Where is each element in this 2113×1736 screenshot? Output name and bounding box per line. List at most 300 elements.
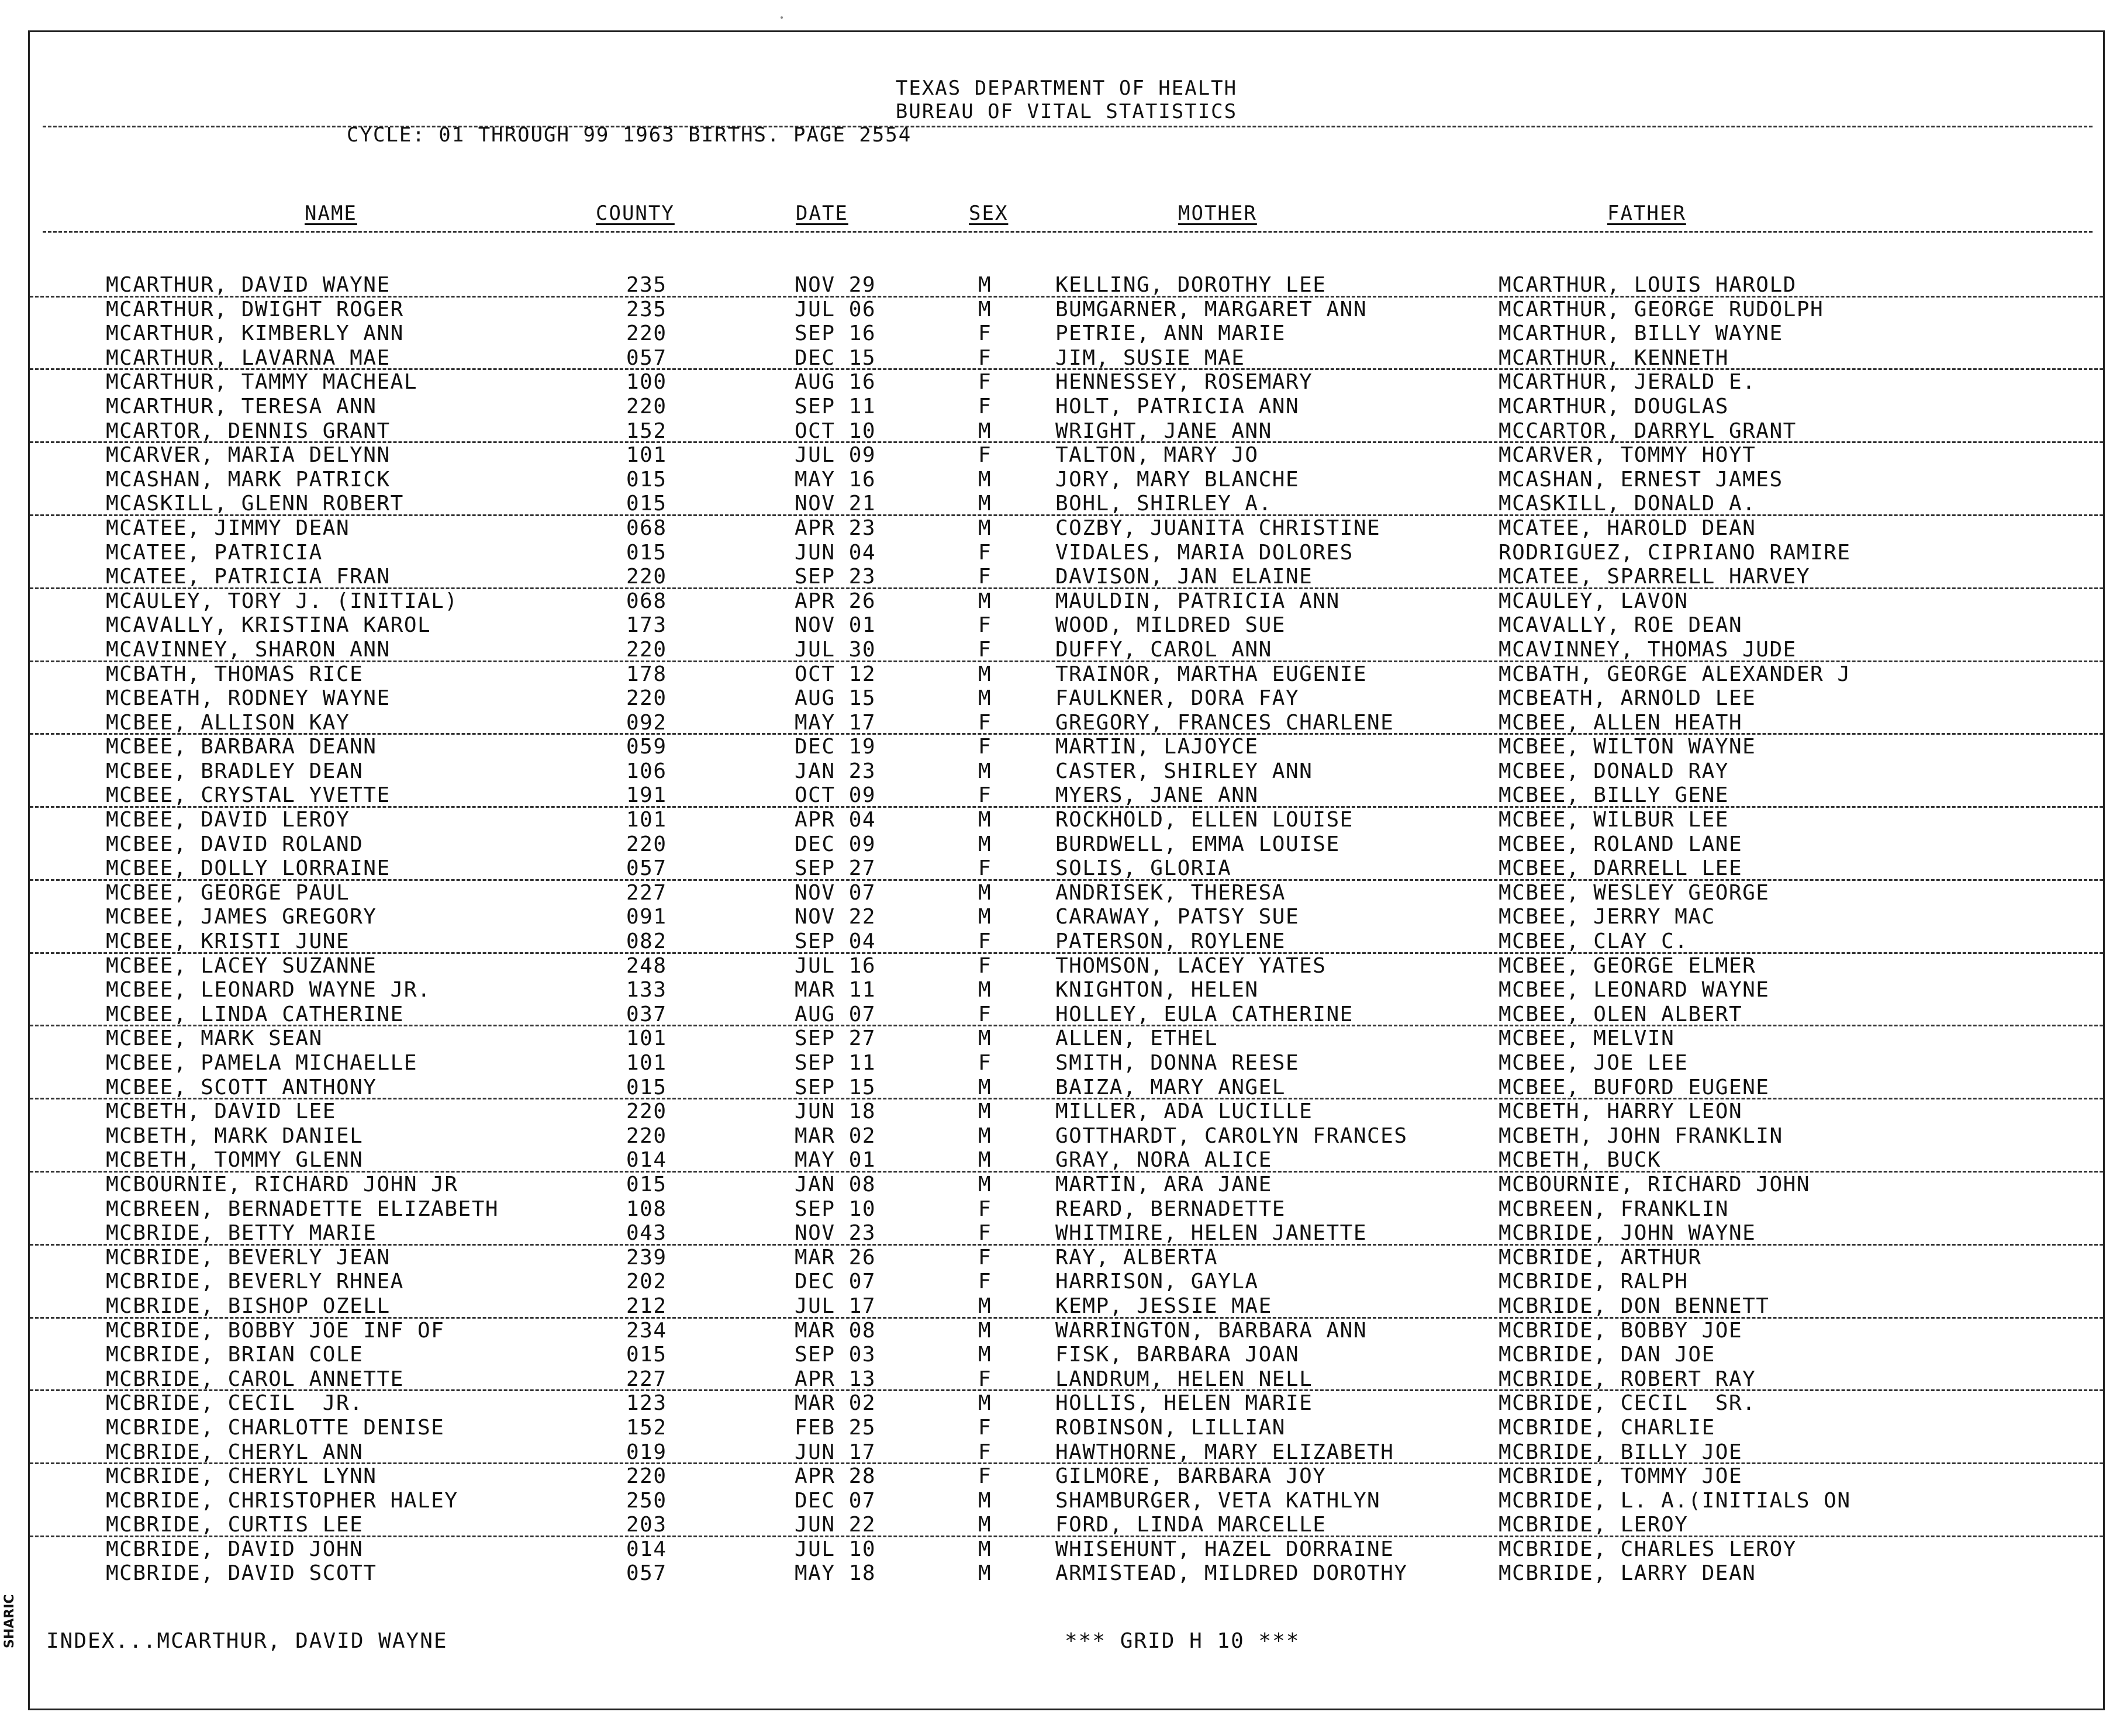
record-father: MCBRIDE, DON BENNETT — [1499, 1294, 1770, 1318]
record-date: NOV 21 — [795, 492, 876, 516]
record-county: 220 — [626, 1099, 667, 1124]
record-row — [30, 1221, 2103, 1246]
record-date: SEP 27 — [795, 1026, 876, 1051]
record-father: MCBETH, HARRY LEON — [1499, 1099, 1743, 1124]
record-county: 092 — [626, 710, 667, 735]
record-sex: M — [978, 662, 992, 686]
record-row — [30, 1124, 2103, 1149]
record-sex: M — [978, 832, 992, 856]
record-county: 220 — [626, 565, 667, 589]
record-father: MCBRIDE, LARRY DEAN — [1499, 1561, 1756, 1586]
record-row — [30, 298, 2103, 322]
record-county: 101 — [626, 1051, 667, 1075]
record-name: MCBRIDE, CHARLOTTE DENISE — [106, 1415, 445, 1440]
record-date: OCT 10 — [795, 419, 876, 443]
record-frame — [28, 30, 2105, 1710]
record-row — [30, 735, 2103, 759]
record-row — [30, 1513, 2103, 1537]
record-name: MCBEE, JAMES GREGORY — [106, 905, 377, 929]
record-date: SEP 03 — [795, 1343, 876, 1367]
record-county: 015 — [626, 1075, 667, 1099]
record-mother: WRIGHT, JANE ANN — [1055, 419, 1272, 443]
record-date: JUN 22 — [795, 1513, 876, 1537]
record-sex: F — [978, 1270, 992, 1294]
record-date: NOV 22 — [795, 905, 876, 929]
record-father: MCBOURNIE, RICHARD JOHN — [1499, 1172, 1810, 1196]
record-row — [30, 662, 2103, 687]
record-father: MCBEE, GEORGE ELMER — [1499, 953, 1756, 978]
record-name: MCBETH, DAVID LEE — [106, 1099, 336, 1124]
record-name: MCBEE, GEORGE PAUL — [106, 880, 350, 905]
record-sex: F — [978, 1221, 992, 1246]
record-county: 178 — [626, 662, 667, 686]
record-date: SEP 23 — [795, 565, 876, 589]
record-mother: JIM, SUSIE MAE — [1055, 345, 1245, 370]
record-row — [30, 783, 2103, 808]
index-label: INDEX...MCARTHUR, DAVID WAYNE — [46, 1629, 448, 1653]
record-county: 068 — [626, 589, 667, 613]
record-father: MCARTHUR, LOUIS HAROLD — [1499, 273, 1797, 297]
record-name: MCARTOR, DENNIS GRANT — [106, 419, 391, 443]
record-name: MCBEE, DAVID LEROY — [106, 808, 350, 832]
record-mother: PATERSON, ROYLENE — [1055, 929, 1286, 954]
record-sex: M — [978, 880, 992, 905]
record-mother: DAVISON, JAN ELAINE — [1055, 565, 1313, 589]
side-label: SHARIC — [2, 1594, 17, 1648]
record-date: APR 26 — [795, 589, 876, 613]
record-father: MCBRIDE, BOBBY JOE — [1499, 1318, 1743, 1343]
record-sex: M — [978, 1537, 992, 1561]
record-mother: CASTER, SHIRLEY ANN — [1055, 759, 1313, 783]
record-county: 101 — [626, 1026, 667, 1051]
record-county: 235 — [626, 297, 667, 321]
record-mother: MILLER, ADA LUCILLE — [1055, 1099, 1313, 1124]
record-date: MAY 16 — [795, 467, 876, 492]
column-header-date: DATE — [796, 202, 848, 225]
record-sex: F — [978, 710, 992, 735]
record-name: MCAVINNEY, SHARON ANN — [106, 637, 391, 662]
record-name: MCBEE, LINDA CATHERINE — [106, 1002, 404, 1026]
record-mother: TALTON, MARY JO — [1055, 443, 1259, 468]
record-name: MCBRIDE, DAVID JOHN — [106, 1537, 364, 1561]
record-name: MCARTHUR, LAVARNA MAE — [106, 345, 391, 370]
record-name: MCATEE, JIMMY DEAN — [106, 516, 350, 540]
column-header-county: COUNTY — [596, 202, 675, 225]
record-sex: M — [978, 1343, 992, 1367]
record-sex: M — [978, 759, 992, 783]
record-date: MAY 01 — [795, 1148, 876, 1173]
record-mother: VIDALES, MARIA DOLORES — [1055, 540, 1354, 565]
record-county: 059 — [626, 735, 667, 759]
record-row — [30, 1026, 2103, 1051]
record-name: MCBETH, MARK DANIEL — [106, 1123, 364, 1148]
record-name: MCBRIDE, CECIL JR. — [106, 1391, 364, 1416]
record-name: MCBEE, KRISTI JUNE — [106, 929, 350, 954]
record-name: MCBEE, PAMELA MICHAELLE — [106, 1051, 417, 1075]
record-row — [30, 1561, 2103, 1586]
record-mother: BOHL, SHIRLEY A. — [1055, 492, 1272, 516]
record-county: 250 — [626, 1488, 667, 1513]
record-mother: HOLLIS, HELEN MARIE — [1055, 1391, 1313, 1416]
record-date: JUL 16 — [795, 953, 876, 978]
record-name: MCBRIDE, BISHOP OZELL — [106, 1294, 391, 1318]
record-sex: M — [978, 978, 992, 1002]
record-date: SEP 16 — [795, 321, 876, 346]
column-header-name: NAME — [305, 202, 357, 225]
record-mother: GOTTHARDT, CAROLYN FRANCES — [1055, 1123, 1408, 1148]
record-county: 014 — [626, 1537, 667, 1561]
record-mother: SMITH, DONNA REESE — [1055, 1051, 1300, 1075]
record-county: 152 — [626, 1415, 667, 1440]
record-date: JUN 17 — [795, 1440, 876, 1464]
record-county: 220 — [626, 637, 667, 662]
record-county: 212 — [626, 1294, 667, 1318]
record-county: 091 — [626, 905, 667, 929]
record-mother: BUMGARNER, MARGARET ANN — [1055, 297, 1367, 321]
column-header-divider — [43, 231, 2093, 233]
record-sex: F — [978, 953, 992, 978]
record-mother: TRAINOR, MARTHA EUGENIE — [1055, 662, 1367, 686]
record-date: MAR 02 — [795, 1391, 876, 1416]
record-date: NOV 01 — [795, 613, 876, 638]
record-row — [30, 273, 2103, 298]
record-father: MCBEE, WESLEY GEORGE — [1499, 880, 1770, 905]
record-sex: F — [978, 613, 992, 638]
record-mother: GILMORE, BARBARA JOY — [1055, 1464, 1327, 1489]
record-mother: HAWTHORNE, MARY ELIZABETH — [1055, 1440, 1394, 1464]
record-date: APR 23 — [795, 516, 876, 540]
record-row — [30, 954, 2103, 978]
record-county: 057 — [626, 1561, 667, 1586]
record-row — [30, 1148, 2103, 1173]
record-county: 220 — [626, 321, 667, 346]
record-row — [30, 321, 2103, 346]
column-header-sex: SEX — [969, 202, 1009, 225]
record-date: SEP 27 — [795, 856, 876, 881]
record-date: SEP 10 — [795, 1196, 876, 1221]
record-date: APR 13 — [795, 1367, 876, 1391]
record-mother: GREGORY, FRANCES CHARLENE — [1055, 710, 1394, 735]
record-row — [30, 1464, 2103, 1489]
record-county: 057 — [626, 856, 667, 881]
record-father: MCASKILL, DONALD A. — [1499, 492, 1756, 516]
record-date: AUG 16 — [795, 370, 876, 395]
record-date: JUL 06 — [795, 297, 876, 321]
record-mother: JORY, MARY BLANCHE — [1055, 467, 1300, 492]
record-father: MCBEATH, ARNOLD LEE — [1499, 686, 1756, 711]
record-row — [30, 1391, 2103, 1416]
record-sex: M — [978, 686, 992, 711]
record-mother: GRAY, NORA ALICE — [1055, 1148, 1272, 1173]
record-name: MCASKILL, GLENN ROBERT — [106, 492, 404, 516]
record-father: MCBRIDE, JOHN WAYNE — [1499, 1221, 1756, 1246]
record-name: MCBEE, CRYSTAL YVETTE — [106, 783, 391, 808]
record-row — [30, 978, 2103, 1002]
record-mother: HOLLEY, EULA CATHERINE — [1055, 1002, 1354, 1026]
record-mother: RAY, ALBERTA — [1055, 1245, 1218, 1270]
record-date: APR 28 — [795, 1464, 876, 1489]
record-mother: CARAWAY, PATSY SUE — [1055, 905, 1300, 929]
record-date: JAN 08 — [795, 1172, 876, 1196]
record-date: DEC 15 — [795, 345, 876, 370]
record-name: MCBATH, THOMAS RICE — [106, 662, 364, 686]
record-mother: ARMISTEAD, MILDRED DOROTHY — [1055, 1561, 1408, 1586]
record-father: MCARTHUR, KENNETH — [1499, 345, 1729, 370]
record-father: MCBRIDE, CECIL SR. — [1499, 1391, 1756, 1416]
record-county: 191 — [626, 783, 667, 808]
record-sex: F — [978, 929, 992, 954]
record-sex: M — [978, 516, 992, 540]
record-mother: DUFFY, CAROL ANN — [1055, 637, 1272, 662]
record-father: MCBRIDE, DAN JOE — [1499, 1343, 1715, 1367]
record-date: DEC 19 — [795, 735, 876, 759]
record-row — [30, 370, 2103, 395]
record-father: MCBEE, WILBUR LEE — [1499, 808, 1729, 832]
record-county: 108 — [626, 1196, 667, 1221]
record-county: 057 — [626, 345, 667, 370]
record-county: 100 — [626, 370, 667, 395]
record-mother: BURDWELL, EMMA LOUISE — [1055, 832, 1340, 856]
record-county: 015 — [626, 1172, 667, 1196]
record-sex: M — [978, 1561, 992, 1586]
record-sex: M — [978, 1172, 992, 1196]
record-sex: F — [978, 735, 992, 759]
record-name: MCBEATH, RODNEY WAYNE — [106, 686, 391, 711]
record-row — [30, 1440, 2103, 1465]
record-name: MCBRIDE, BEVERLY RHNEA — [106, 1270, 404, 1294]
record-sex: M — [978, 808, 992, 832]
record-date: OCT 12 — [795, 662, 876, 686]
record-row — [30, 516, 2103, 541]
record-date: SEP 11 — [795, 1051, 876, 1075]
record-mother: FORD, LINDA MARCELLE — [1055, 1513, 1327, 1537]
record-father: MCBRIDE, RALPH — [1499, 1270, 1689, 1294]
record-county: 220 — [626, 394, 667, 419]
record-row — [30, 1319, 2103, 1343]
record-father: MCAVINNEY, THOMAS JUDE — [1499, 637, 1797, 662]
record-row — [30, 419, 2103, 444]
record-father: MCBRIDE, ROBERT RAY — [1499, 1367, 1756, 1391]
record-date: NOV 07 — [795, 880, 876, 905]
record-sex: M — [978, 905, 992, 929]
record-name: MCARTHUR, TERESA ANN — [106, 394, 377, 419]
record-father: MCBEE, WILTON WAYNE — [1499, 735, 1756, 759]
record-date: AUG 15 — [795, 686, 876, 711]
record-county: 133 — [626, 978, 667, 1002]
record-mother: FISK, BARBARA JOAN — [1055, 1343, 1300, 1367]
record-date: JUL 30 — [795, 637, 876, 662]
record-row — [30, 1294, 2103, 1319]
record-father: MCBRIDE, CHARLES LEROY — [1499, 1537, 1797, 1561]
record-father: MCBREEN, FRANKLIN — [1499, 1196, 1729, 1221]
record-father: MCCARTOR, DARRYL GRANT — [1499, 419, 1797, 443]
record-mother: ROBINSON, LILLIAN — [1055, 1415, 1286, 1440]
record-sex: M — [978, 492, 992, 516]
record-name: MCBEE, DOLLY LORRAINE — [106, 856, 391, 881]
birth-records-list — [30, 273, 2103, 1586]
record-county: 220 — [626, 832, 667, 856]
record-name: MCBRIDE, BEVERLY JEAN — [106, 1245, 391, 1270]
record-county: 173 — [626, 613, 667, 638]
record-sex: M — [978, 589, 992, 613]
record-sex: M — [978, 273, 992, 297]
column-header-mother: MOTHER — [1178, 202, 1257, 225]
record-date: MAR 11 — [795, 978, 876, 1002]
record-mother: HARRISON, GAYLA — [1055, 1270, 1259, 1294]
record-date: MAR 26 — [795, 1245, 876, 1270]
record-father: MCBRIDE, L. A.(INITIALS ON — [1499, 1488, 1851, 1513]
record-row — [30, 1173, 2103, 1197]
record-mother: MAULDIN, PATRICIA ANN — [1055, 589, 1340, 613]
record-sex: M — [978, 1123, 992, 1148]
record-county: 101 — [626, 443, 667, 468]
record-row — [30, 1002, 2103, 1027]
record-date: OCT 09 — [795, 783, 876, 808]
record-mother: THOMSON, LACEY YATES — [1055, 953, 1327, 978]
record-row — [30, 1343, 2103, 1367]
record-sex: F — [978, 1196, 992, 1221]
cycle-line: CYCLE: 01 THROUGH 99 1963 BIRTHS. PAGE 2554 — [347, 123, 912, 147]
record-sex: F — [978, 321, 992, 346]
record-county: 239 — [626, 1245, 667, 1270]
record-county: 220 — [626, 1123, 667, 1148]
record-mother: MARTIN, ARA JANE — [1055, 1172, 1272, 1196]
record-sex: F — [978, 1367, 992, 1391]
record-father: MCBEE, LEONARD WAYNE — [1499, 978, 1770, 1002]
record-sex: F — [978, 1464, 992, 1489]
record-name: MCBRIDE, BOBBY JOE INF OF — [106, 1318, 445, 1343]
record-name: MCBOURNIE, RICHARD JOHN JR — [106, 1172, 458, 1196]
record-name: MCBETH, TOMMY GLENN — [106, 1148, 364, 1173]
record-row — [30, 1197, 2103, 1222]
record-mother: REARD, BERNADETTE — [1055, 1196, 1286, 1221]
record-county: 015 — [626, 492, 667, 516]
record-father: MCARVER, TOMMY HOYT — [1499, 443, 1756, 468]
grid-label: *** GRID H 10 *** — [1065, 1629, 1300, 1653]
record-date: NOV 29 — [795, 273, 876, 297]
record-sex: F — [978, 565, 992, 589]
bureau-title: BUREAU OF VITAL STATISTICS — [895, 100, 1238, 123]
record-father: MCASHAN, ERNEST JAMES — [1499, 467, 1783, 492]
record-sex: F — [978, 443, 992, 468]
record-sex: M — [978, 1148, 992, 1173]
record-father: MCATEE, HAROLD DEAN — [1499, 516, 1756, 540]
record-name: MCBEE, LEONARD WAYNE JR. — [106, 978, 431, 1002]
record-mother: KEMP, JESSIE MAE — [1055, 1294, 1272, 1318]
record-name: MCBRIDE, CHERYL LYNN — [106, 1464, 377, 1489]
record-mother: HENNESSEY, ROSEMARY — [1055, 370, 1313, 395]
record-row — [30, 395, 2103, 419]
record-father: MCBEE, CLAY C. — [1499, 929, 1689, 954]
record-row — [30, 1246, 2103, 1270]
record-mother: MARTIN, LAJOYCE — [1055, 735, 1259, 759]
record-mother: WHITMIRE, HELEN JANETTE — [1055, 1221, 1367, 1246]
record-county: 227 — [626, 880, 667, 905]
record-mother: KELLING, DOROTHY LEE — [1055, 273, 1327, 297]
record-date: JUL 17 — [795, 1294, 876, 1318]
record-date: JUN 04 — [795, 540, 876, 565]
record-row — [30, 638, 2103, 662]
record-mother: HOLT, PATRICIA ANN — [1055, 394, 1300, 419]
record-date: NOV 23 — [795, 1221, 876, 1246]
record-name: MCAULEY, TORY J. (INITIAL) — [106, 589, 458, 613]
record-sex: M — [978, 297, 992, 321]
record-date: MAY 18 — [795, 1561, 876, 1586]
record-sex: F — [978, 394, 992, 419]
record-sex: F — [978, 1440, 992, 1464]
record-county: 068 — [626, 516, 667, 540]
record-sex: M — [978, 1318, 992, 1343]
record-sex: M — [978, 467, 992, 492]
record-row — [30, 492, 2103, 516]
record-mother: COZBY, JUANITA CHRISTINE — [1055, 516, 1381, 540]
record-date: MAR 08 — [795, 1318, 876, 1343]
record-county: 015 — [626, 467, 667, 492]
record-father: MCARTHUR, DOUGLAS — [1499, 394, 1729, 419]
record-county: 101 — [626, 808, 667, 832]
record-mother: WOOD, MILDRED SUE — [1055, 613, 1286, 638]
record-row — [30, 1051, 2103, 1076]
record-name: MCBRIDE, DAVID SCOTT — [106, 1561, 377, 1586]
record-county: 220 — [626, 1464, 667, 1489]
record-row — [30, 759, 2103, 784]
record-sex: F — [978, 1002, 992, 1026]
record-father: MCBEE, DARRELL LEE — [1499, 856, 1743, 881]
record-mother: ANDRISEK, THERESA — [1055, 880, 1286, 905]
record-row — [30, 1270, 2103, 1294]
record-row — [30, 1489, 2103, 1513]
record-father: RODRIGUEZ, CIPRIANO RAMIRE — [1499, 540, 1851, 565]
record-father: MCBRIDE, TOMMY JOE — [1499, 1464, 1743, 1489]
record-date: SEP 11 — [795, 394, 876, 419]
record-father: MCBRIDE, BILLY JOE — [1499, 1440, 1743, 1464]
record-sex: F — [978, 783, 992, 808]
record-row — [30, 468, 2103, 492]
record-name: MCBEE, DAVID ROLAND — [106, 832, 364, 856]
record-county: 015 — [626, 540, 667, 565]
record-mother: LANDRUM, HELEN NELL — [1055, 1367, 1313, 1391]
record-mother: SOLIS, GLORIA — [1055, 856, 1232, 881]
record-mother: MYERS, JANE ANN — [1055, 783, 1259, 808]
record-name: MCARTHUR, DWIGHT ROGER — [106, 297, 404, 321]
record-name: MCBEE, LACEY SUZANNE — [106, 953, 377, 978]
record-name: MCARTHUR, TAMMY MACHEAL — [106, 370, 417, 395]
record-county: 248 — [626, 953, 667, 978]
record-father: MCBATH, GEORGE ALEXANDER J — [1499, 662, 1851, 686]
record-date: JUL 10 — [795, 1537, 876, 1561]
record-row — [30, 686, 2103, 711]
record-county: 014 — [626, 1148, 667, 1173]
record-county: 152 — [626, 419, 667, 443]
record-date: JUL 09 — [795, 443, 876, 468]
record-father: MCBEE, JOE LEE — [1499, 1051, 1689, 1075]
record-sex: M — [978, 1075, 992, 1099]
record-sex: F — [978, 1051, 992, 1075]
record-father: MCAULEY, LAVON — [1499, 589, 1689, 613]
record-mother: KNIGHTON, HELEN — [1055, 978, 1259, 1002]
record-row — [30, 1367, 2103, 1392]
record-sex: F — [978, 1245, 992, 1270]
record-date: MAY 17 — [795, 710, 876, 735]
record-name: MCBRIDE, BETTY MARIE — [106, 1221, 377, 1246]
record-date: SEP 15 — [795, 1075, 876, 1099]
record-county: 203 — [626, 1513, 667, 1537]
record-date: DEC 07 — [795, 1270, 876, 1294]
record-name: MCASHAN, MARK PATRICK — [106, 467, 391, 492]
record-name: MCBEE, SCOTT ANTHONY — [106, 1075, 377, 1099]
record-name: MCBREEN, BERNADETTE ELIZABETH — [106, 1196, 499, 1221]
record-father: MCBEE, MELVIN — [1499, 1026, 1675, 1051]
